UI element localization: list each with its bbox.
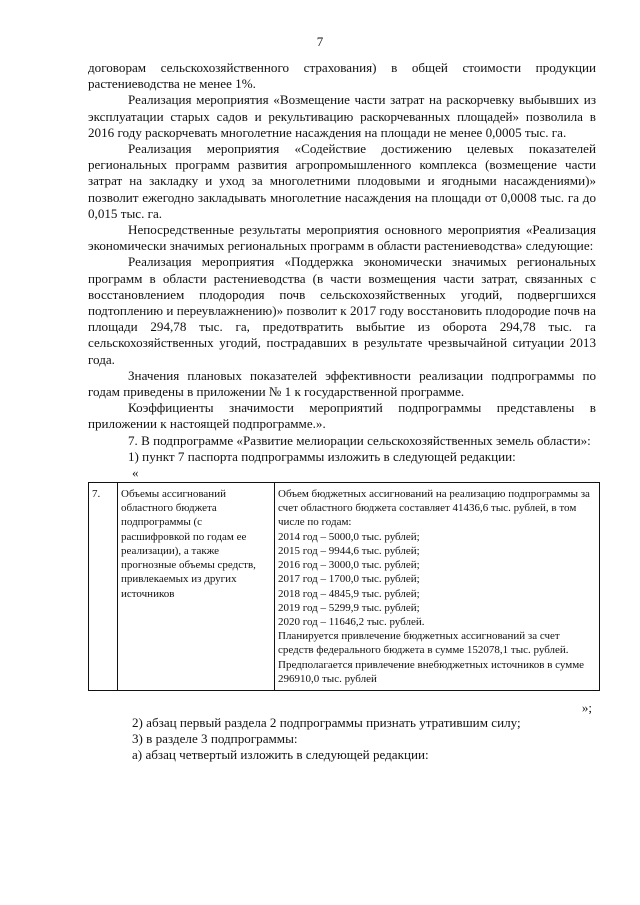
paragraph: Реализация мероприятия «Содействие достижению целевых показателей региональных программ развития агропромышленного комплекса (возмещение части затрат на закладку и уход за многолетними плодовыми и ягодными насаждениями)» позволит ежегодно закладывать многолетние насаждения на площади от 0,0008 тыс. га до 0,015 тыс. га. [88,141,596,221]
content-line: 2017 год – 1700,0 тыс. рублей; [278,573,420,586]
table-row [89,483,600,691]
paragraph: 7. В подпрограмме «Развитие мелиорации сельскохозяйственных земель области»: [128,432,591,448]
content-line: 2015 год – 9944,6 тыс. рублей; [278,544,420,557]
paragraph: договорам сельскохозяйственного страхования) в общей стоимости продукции растениеводства не менее 1%. [88,60,596,92]
opening-quote-mark: « [132,465,139,481]
content-line: 2020 год – 11646,2 тыс. рублей. [278,615,425,628]
paragraph: а) абзац четвертый изложить в следующей редакции: [132,747,429,763]
closing-quote-mark: »; [581,699,592,715]
content-line: Предполагается привлечение внебюджетных источников в сумме 296910,0 тыс. рублей [278,658,585,685]
paragraph: Реализация мероприятия «Поддержка экономически значимых региональных программ в области растениеводства (в части возмещения части затрат, связанных с восстановлением плодородия почв сельскохозяйственных угодий, подвергшихся подтоплению и переувлажнению)» позволит к 2017 году восстановить плодородие почв на площади 294,78 тыс. га, предотвратить выбытие из оборота 294,78 тыс. га сельскохозяйственных угодий, пострадавших в результате чрезвычайной ситуации 2013 года. [88,254,596,367]
row-number-cell: 7. [89,483,118,691]
content-line: 2016 год – 3000,0 тыс. рублей; [278,559,420,572]
paragraph: 3) в разделе 3 подпрограммы: [132,731,298,747]
paragraph: 2) абзац первый раздела 2 подпрограммы признать утратившим силу; [132,714,521,730]
paragraph: Реализация мероприятия «Возмещение части затрат на раскорчевку выбывших из эксплуатации старых садов и рекультивацию раскорчеванных площадей» позволила в 2016 году раскорчевать многолетние насаждения на площади не менее 0,0005 тыс. га. [88,92,596,140]
content-line: 2019 год – 5299,9 тыс. рублей; [278,601,420,614]
paragraphs-after-table [88,715,596,764]
content-line: Планируется привлечение бюджетных ассигнований за счет средств федерального бюджета в сумме 152078,1 тыс. рублей. [278,630,569,657]
paragraph: Значения плановых показателей эффективности реализации подпрограммы по годам приведены в приложении № 1 к государственной программе. [88,367,596,400]
content-line: 2018 год – 4845,9 тыс. рублей; [278,587,420,600]
content-line: 2014 год – 5000,0 тыс. рублей; [278,530,420,543]
paragraph: Коэффициенты значимости мероприятий подпрограммы представлены в приложении к настоящей подпрограмме.». [88,400,596,432]
content-line: Объем бюджетных ассигнований на реализацию подпрограммы за счет областного бюджета составляет 41436,6 тыс. рублей, в том числе по годам: [278,488,590,529]
row-content-cell [275,483,600,691]
document-body [88,60,596,764]
paragraph: 1) пункт 7 паспорта подпрограммы изложить в следующей редакции: [128,448,516,464]
passport-table [88,482,600,691]
page-number: 7 [316,34,324,49]
paragraph: Непосредственные результаты мероприятия основного мероприятия «Реализация экономически значимых региональных программ в области растениеводства» следующие: [88,222,596,254]
paragraphs-before-table [88,60,596,465]
row-name-cell: Объемы ассигнований областного бюджета подпрограммы (с расшифровкой по годам ее реализации), а также прогнозные объемы средств, привлекаемых из других источников [118,483,275,691]
